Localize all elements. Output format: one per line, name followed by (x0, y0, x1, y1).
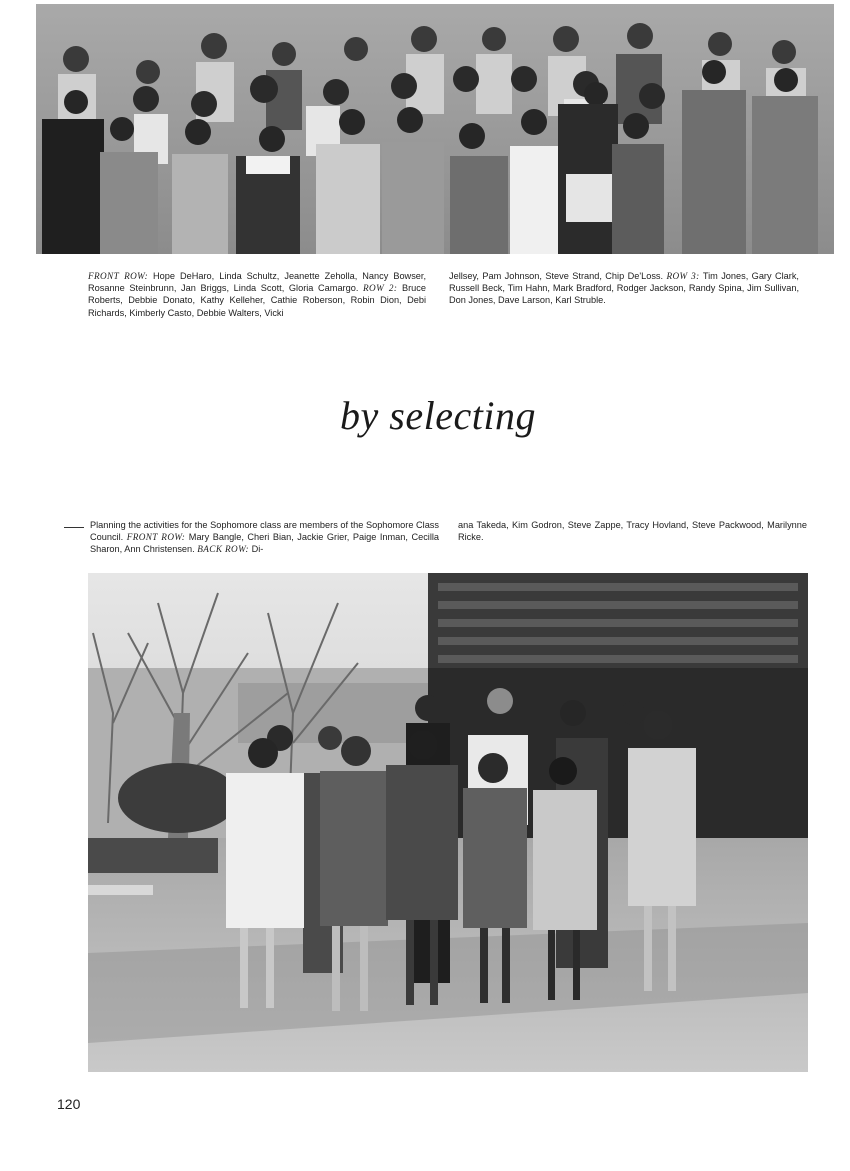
front-row-label: FRONT ROW: (88, 271, 149, 281)
group-photo-top-image (36, 4, 834, 254)
front-row-label: FRONT ROW: (126, 532, 186, 543)
back-row-names-start: Di- (249, 544, 264, 555)
page-number: 120 (57, 1096, 81, 1112)
top-photo-caption-left (88, 270, 426, 319)
bottom-photo-caption-right (458, 519, 807, 543)
row-2-names-continued: Jellsey, Pam Johnson, Steve Strand, Chip De'Loss. (449, 271, 667, 281)
class-council-photo-image (88, 573, 808, 1072)
caption-dash (64, 527, 84, 528)
row-2-names: Bruce Roberts, Debbie Donato, Kathy Kelleher, Cathie Roberson, Robin Dion, Debi Richards, Kimberly Casto, Debbie Walters, Vicki (88, 283, 426, 318)
front-row-names: Mary Bangle, Cheri Bian, Jackie Grier, Paige Inman, Cecilla Sharon, Ann Christensen. (90, 532, 440, 555)
back-row-label: BACK ROW: (197, 544, 250, 555)
row-2-label: ROW 2: (363, 283, 398, 294)
class-council-photo (88, 573, 808, 1072)
row-3-label: ROW 3: (666, 271, 700, 281)
top-photo-caption-right (449, 270, 799, 307)
bottom-photo-caption-left (90, 519, 439, 556)
page-heading: by selecting (340, 393, 536, 438)
group-photo-top (36, 4, 834, 254)
row-3-names: Tim Jones, Gary Clark, Russell Beck, Tim Hahn, Mark Bradford, Rodger Jackson, Randy Spina, Jim Sullivan, Don Jones, Dave Larson, Karl Struble. (449, 271, 799, 306)
back-row-names-continued: ana Takeda, Kim Godron, Steve Zappe, Tracy Hovland, Steve Packwood, Marilynne Ricke. (458, 520, 807, 543)
caption-intro: Planning the activities for the Sophomore class are members of the Sophomore Class Council. (90, 520, 439, 543)
front-row-names: Hope DeHaro, Linda Schultz, Jeanette Zeholla, Nancy Bowser, Rosanne Steinbrunn, Jan Briggs, Linda Scott, Gloria Camargo. (88, 271, 426, 294)
